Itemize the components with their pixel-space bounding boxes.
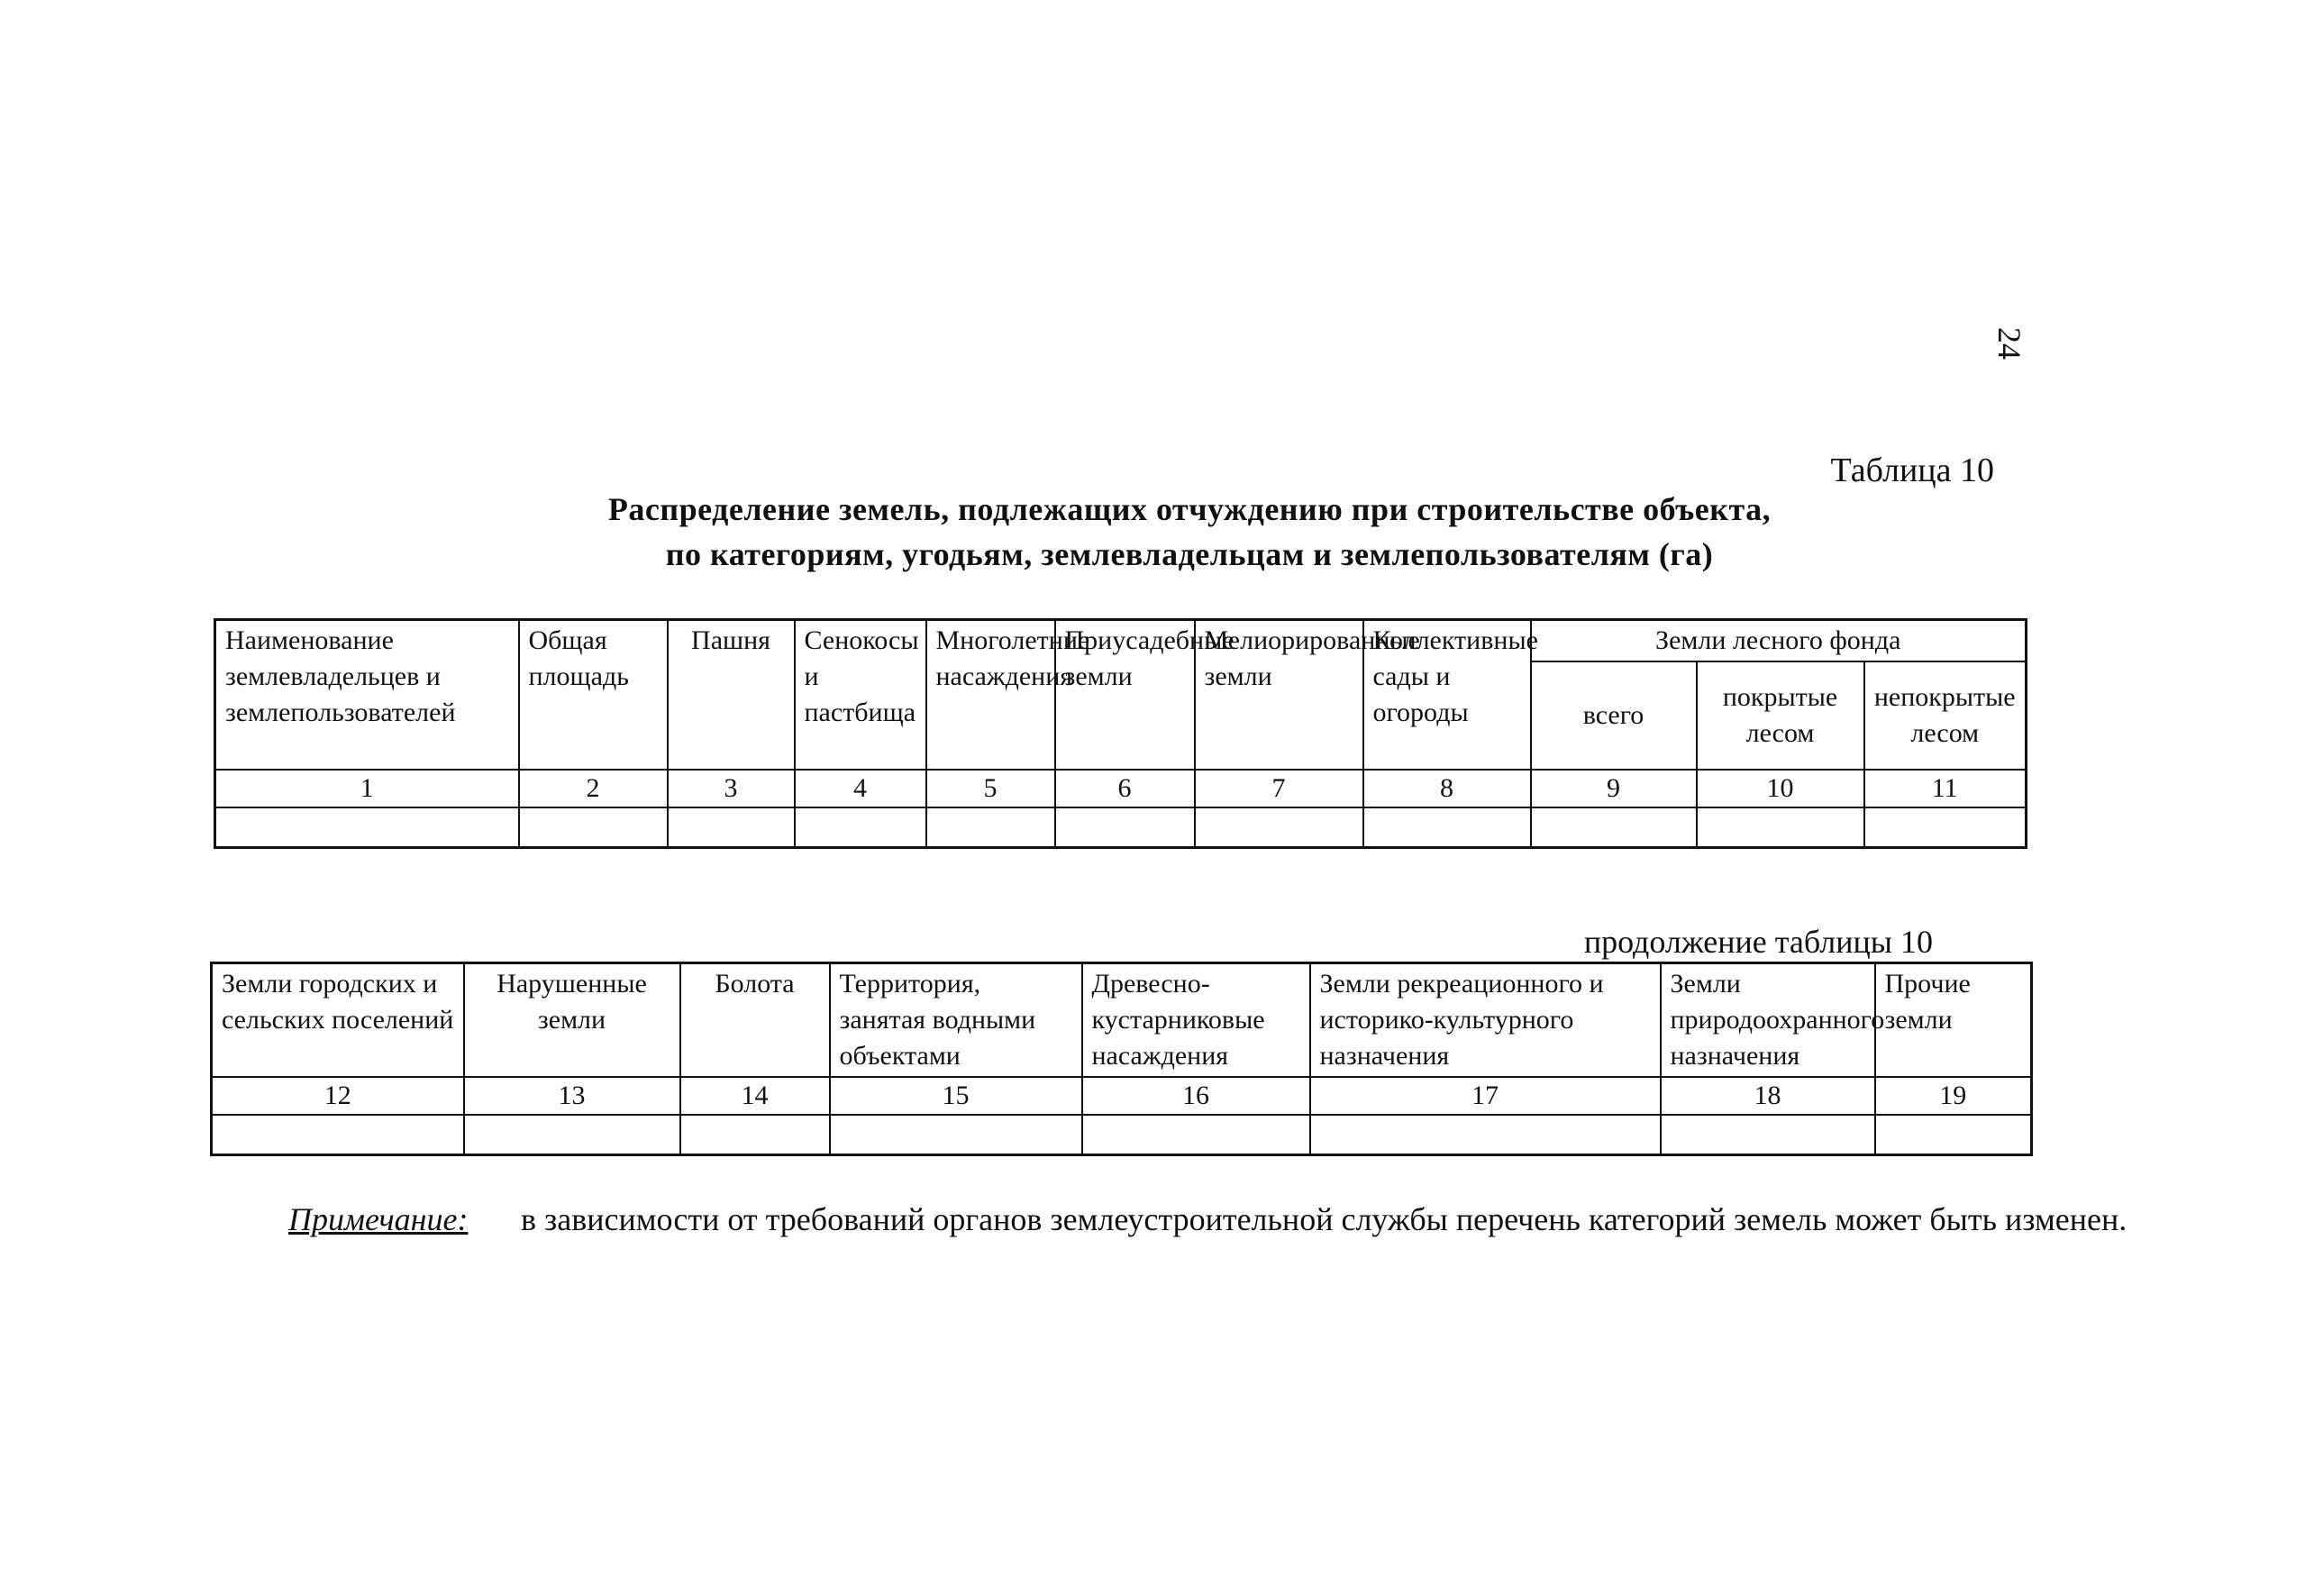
- empty-cell: [1055, 807, 1195, 848]
- column-number: 6: [1055, 770, 1195, 807]
- continuation-label: продолжение таблицы 10: [1583, 924, 1933, 960]
- title-line-2: по категориям, угодьям, землевладельцам и землепользователям (га): [665, 536, 1714, 572]
- empty-cell: [1697, 807, 1864, 848]
- header-forest-covered: покрытые лесом: [1697, 661, 1864, 770]
- column-number: 9: [1531, 770, 1697, 807]
- column-number: 14: [680, 1077, 830, 1115]
- header-hayfields: Сенокосы и пастбища: [795, 620, 926, 771]
- title-line-1: Распределение земель, подлежащих отчуждению при строительстве объекта,: [607, 491, 1772, 527]
- header-total-area: Общая площадь: [519, 620, 668, 771]
- column-number: 4: [795, 770, 926, 807]
- header-forest-total: всего: [1531, 661, 1697, 770]
- column-number: 10: [1697, 770, 1864, 807]
- header-shrubs: Древесно-кустарниковые насаждения: [1082, 963, 1310, 1078]
- column-number: 3: [668, 770, 795, 807]
- column-number: 8: [1363, 770, 1531, 807]
- empty-cell: [212, 1115, 464, 1155]
- header-water: Территория, занятая водными объектами: [830, 963, 1082, 1078]
- page-number: 24: [1991, 327, 2027, 360]
- column-number: 19: [1875, 1077, 2032, 1115]
- column-number: 16: [1082, 1077, 1310, 1115]
- column-number: 18: [1661, 1077, 1875, 1115]
- empty-cell: [215, 807, 519, 848]
- column-number: 2: [519, 770, 668, 807]
- empty-cell: [1864, 807, 2027, 848]
- header-recreation: Земли рекреационного и историко-культурного назначения: [1310, 963, 1661, 1078]
- empty-cell: [926, 807, 1055, 848]
- empty-cell: [680, 1115, 830, 1155]
- empty-cell: [1082, 1115, 1310, 1155]
- note-label: Примечание:: [288, 1201, 469, 1237]
- header-disturbed: Нарушенные земли: [464, 963, 680, 1078]
- empty-cell: [668, 807, 795, 848]
- header-swamps: Болота: [680, 963, 830, 1078]
- header-owners: Наименование землевладельцев и землепользователей: [215, 620, 519, 771]
- header-gardens: Коллективные сады и огороды: [1363, 620, 1531, 771]
- header-arable: Пашня: [668, 620, 795, 771]
- column-number: 13: [464, 1077, 680, 1115]
- empty-cell: [1195, 807, 1363, 848]
- land-distribution-table: [214, 618, 2027, 849]
- column-number: 15: [830, 1077, 1082, 1115]
- empty-cell: [1310, 1115, 1661, 1155]
- table-label: Таблица 10: [1830, 451, 1994, 489]
- land-distribution-continuation-table: [210, 962, 2033, 1156]
- column-number: 11: [1864, 770, 2027, 807]
- header-perennial: Многолетние насаждения: [926, 620, 1055, 771]
- column-number: 17: [1310, 1077, 1661, 1115]
- empty-cell: [1363, 807, 1531, 848]
- header-meliorated: Мелиорированные земли: [1195, 620, 1363, 771]
- column-number: 12: [212, 1077, 464, 1115]
- column-number: 5: [926, 770, 1055, 807]
- column-number: 7: [1195, 770, 1363, 807]
- header-nature-protection: Земли природоохранного назначения: [1661, 963, 1875, 1078]
- empty-cell: [830, 1115, 1082, 1155]
- header-forest-fund: Земли лесного фонда: [1531, 620, 2027, 662]
- empty-cell: [519, 807, 668, 848]
- header-other: Прочие земли: [1875, 963, 2032, 1078]
- header-forest-uncovered: непокрытые лесом: [1864, 661, 2027, 770]
- empty-cell: [1875, 1115, 2032, 1155]
- empty-cell: [795, 807, 926, 848]
- header-settlements: Земли городских и сельских поселений: [212, 963, 464, 1078]
- empty-cell: [464, 1115, 680, 1155]
- document-title: [505, 487, 1874, 577]
- header-household: Приусадебные земли: [1055, 620, 1195, 771]
- empty-cell: [1531, 807, 1697, 848]
- note-text: в зависимости от требований органов землеустроительной службы перечень категорий земель может быть изменен.: [521, 1201, 2127, 1237]
- empty-cell: [1661, 1115, 1875, 1155]
- column-number: 1: [215, 770, 519, 807]
